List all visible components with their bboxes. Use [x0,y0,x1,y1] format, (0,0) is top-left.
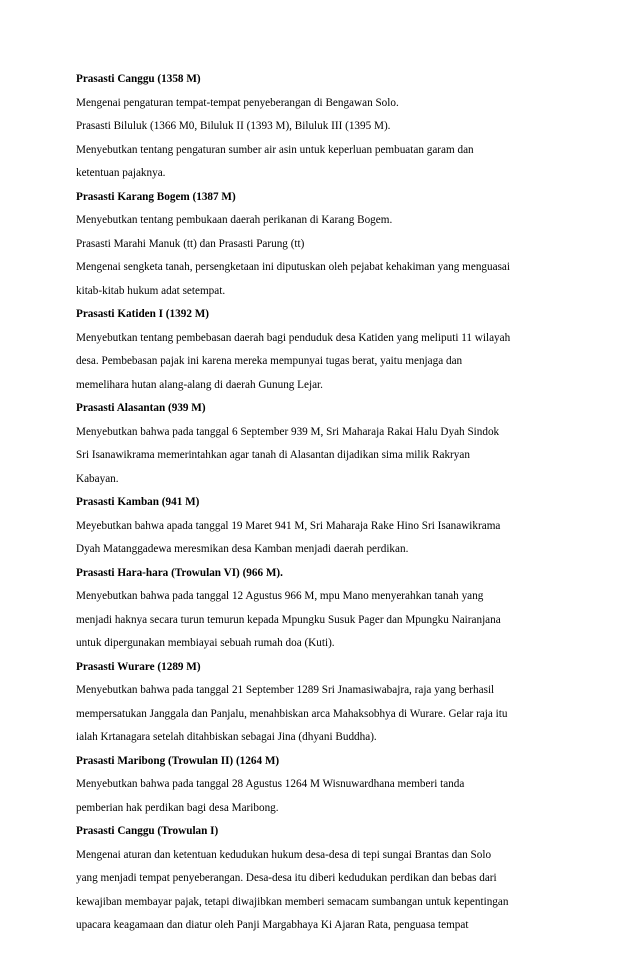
text-line: Meyebutkan bahwa apada tanggal 19 Maret 941 M, Sri Maharaja Rake Hino Sri Isanawikrama [76,519,501,532]
text-line: ialah Krtanagara setelah ditahbiskan sebagai Jina (dhyani Buddha). [76,731,377,743]
document-body [76,68,566,938]
section-heading: Prasasti Canggu (Trowulan I) [76,825,219,837]
text-line: pemberian hak perdikan bagi desa Maribong. [76,801,279,814]
text-line: Menyebutkan bahwa pada tanggal 12 Agustus 966 M, mpu Mano menyerahkan tanah yang [76,590,484,602]
text-line: kitab-kitab hukum adat setempat. [76,284,226,297]
section-heading: Prasasti Karang Bogem (1387 M) [76,190,236,203]
text-line: Prasasti Biluluk (1366 M0, Biluluk II (1393 M), Biluluk III (1395 M). [76,120,391,132]
text-line: ketentuan pajaknya. [76,167,166,179]
section-heading: Prasasti Katiden I (1392 M) [76,308,209,320]
text-line: Mengenai pengaturan tempat-tempat penyeberangan di Bengawan Solo. [76,96,399,109]
text-line: Menyebutkan tentang pembukaan daerah perikanan di Karang Bogem. [76,214,393,226]
section-heading: Prasasti Canggu (1358 M) [76,73,201,85]
section-heading: Prasasti Wurare (1289 M) [76,660,201,673]
text-line: Mengenai aturan dan ketentuan kedudukan hukum desa-desa di tepi sungai Brantas dan Solo [76,848,492,861]
text-line: Sri Isanawikrama memerintahkan agar tanah di Alasantan dijadikan sima milik Rakryan [76,449,470,461]
text-line: menjadi haknya secara turun temurun kepada Mpungku Susuk Pager dan Mpungku Nairanjana [76,613,501,626]
text-line: desa. Pembebasan pajak ini karena mereka mempunyai tugas berat, yaitu menjaga dan [76,355,463,367]
section-heading: Prasasti Alasantan (939 M) [76,402,206,414]
text-line: untuk dipergunakan membiayai sebuah rumah doa (Kuti). [76,637,335,649]
text-line: Menyebutkan bahwa pada tanggal 28 Agustus 1264 M Wisnuwardhana memberi tanda [76,778,465,790]
text-line: Menyebutkan tentang pembebasan daerah bagi penduduk desa Katiden yang meliputi 11 wilayah [76,331,511,344]
text-line: memelihara hutan alang-alang di daerah Gunung Lejar. [76,378,323,391]
text-line: upacara keagamaan dan diatur oleh Panji Margabhaya Ki Ajaran Rata, penguasa tempat [76,919,469,931]
text-line: Kabayan. [76,472,119,485]
section-heading: Prasasti Hara-hara (Trowulan VI) (966 M). [76,566,283,579]
text-line: yang menjadi tempat penyeberangan. Desa-desa itu diberi kedudukan perdikan dan bebas dari [76,872,497,884]
text-line: mempersatukan Janggala dan Panjalu, menahbiskan arca Mahaksobhya di Wurare. Gelar raja itu [76,707,508,720]
text-line: Menyebutkan bahwa pada tanggal 21 September 1289 Sri Jnamasiwabajra, raja yang berhasil [76,684,495,696]
text-line: Prasasti Marahi Manuk (tt) dan Prasasti Parung (tt) [76,237,305,250]
text-line: Menyebutkan tentang pengaturan sumber air asin untuk keperluan pembuatan garam dan [76,143,474,156]
text-line: kewajiban membayar pajak, tetapi diwajibkan memberi semacam sumbangan untuk kepentingan [76,895,509,908]
section-heading: Prasasti Maribong (Trowulan II) (1264 M) [76,754,280,767]
text-line: Dyah Matanggadewa meresmikan desa Kamban menjadi daerah perdikan. [76,543,409,555]
section-heading: Prasasti Kamban (941 M) [76,496,200,508]
text-line: Mengenai sengketa tanah, persengketaan ini diputuskan oleh pejabat kehakiman yang menguasai [76,261,510,273]
text-line: Menyebutkan bahwa pada tanggal 6 September 939 M, Sri Maharaja Rakai Halu Dyah Sindok [76,425,500,438]
